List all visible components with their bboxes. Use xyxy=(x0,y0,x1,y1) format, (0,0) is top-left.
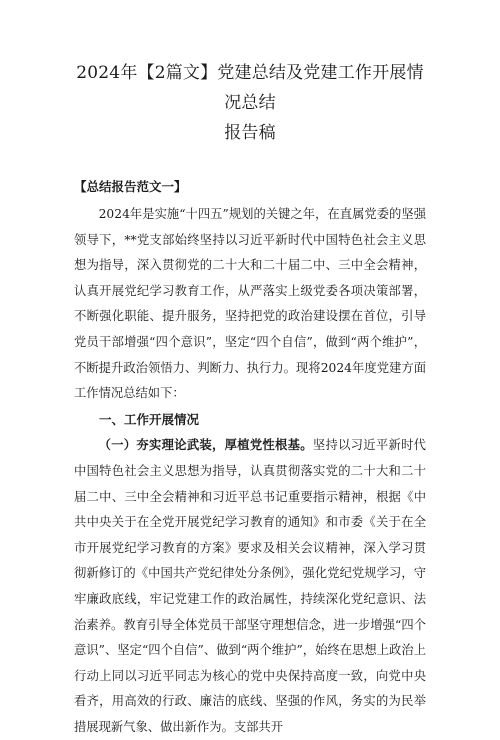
title-line-2: 报告稿 xyxy=(224,123,276,143)
subsection-paragraph xyxy=(74,432,426,740)
section-tag: 【总结报告范文一】 xyxy=(74,179,187,194)
section-heading-1: 一、工作开展情况 xyxy=(99,411,200,427)
intro-paragraph: 2024年是实施“十四五”规划的关键之年，在直属党委的坚强领导下，**党支部始终坚持以习近平新时代中国特色社会主义思想为指导，深入贯彻党的二十大和二十届二中、三中全会精神，认真开展党纪学习教育工作，从严落实上级党委各项决策部署，不断强化职能、提升服务，坚持把党的政治建设摆在首位，引导党员干部增强“四个意识”，坚定“四个自信”，做到“两个维护”，不断提升政治领悟力、判断力、执行力。现将2024年度党建方面工作情况总结如下： xyxy=(74,207,426,401)
subsection-lead: （一）夯实理论武装，厚植党性根基。 xyxy=(98,437,313,453)
title-line-1: 2024年【2篇文】党建总结及党建工作开展情况总结 xyxy=(76,63,424,113)
subsection-text: 坚持以习近平新时代中国特色社会主义思想为指导，认真贯彻落实党的二十大和二十届二中、三中全会精神和习近平总书记重要指示精神，根据《中共中央关于在全党开展党纪学习教育的通知》和市委《关于在全市开展党纪学习教育的方案》要求及相关会议精神，深入学习贯彻新修订的《中国共产党纪律处分条例》，强化党纪党规学习，守牢廉政底线，牢记党建工作的政治属性，持续深化党纪意识、法治素养。教育引导全体党员干部坚守理想信念，进一步增强“四个意识”、坚定“四个自信”、做到“两个维护”，始终在思想上政治上行动上同以习近平同志为核心的党中央保持高度一致，向党中央看齐，用高效的行政、廉洁的底线、坚强的作风，务实的为民举措展现新气象、做出新作为。支部共开 xyxy=(74,438,426,734)
document-title xyxy=(74,58,426,148)
